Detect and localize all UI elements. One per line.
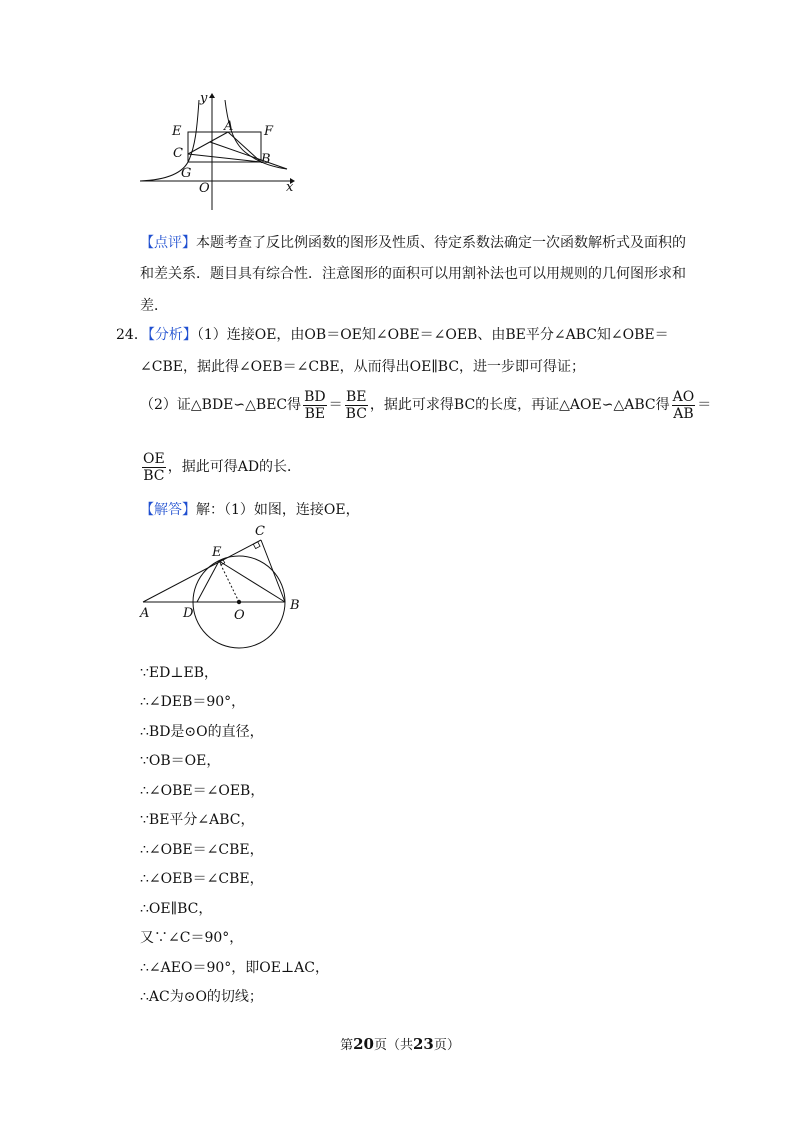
proof-line-12: ∴AC为⊙O的切线； bbox=[140, 989, 263, 1005]
label-f: F bbox=[264, 124, 274, 139]
proof-line-2: ∴∠DEB＝90°， bbox=[140, 694, 246, 710]
figure-circle-tangent bbox=[135, 522, 310, 652]
analysis-part2-mid: ，据此可求得BC的长度，再证△AOE∽△ABC得 bbox=[369, 397, 670, 413]
segment-ab-extended bbox=[210, 142, 287, 169]
line-bc bbox=[261, 540, 285, 602]
label-a: A bbox=[224, 119, 234, 134]
proof-line-3: ∴BD是⊙O的直径， bbox=[140, 724, 264, 740]
fraction-bd-be bbox=[303, 389, 327, 422]
fraction-bd-be-num: BD bbox=[304, 388, 326, 405]
fraction-oe-bc-num: OE bbox=[143, 450, 165, 467]
comment-tag: 【点评】 bbox=[140, 235, 196, 251]
q24-line-1 bbox=[116, 325, 669, 345]
label-o2: O bbox=[234, 608, 245, 623]
label-o: O bbox=[199, 181, 210, 196]
answer-intro: 解：（1）如图，连接OE， bbox=[196, 502, 360, 518]
footer-pre: 第 bbox=[340, 1038, 354, 1053]
footer-post: 页） bbox=[433, 1038, 460, 1053]
fraction-ao-ab-num: AO bbox=[672, 388, 695, 405]
fraction-be-bc-den: BC bbox=[345, 405, 367, 422]
proof-line-5: ∴∠OBE＝∠OEB， bbox=[140, 783, 265, 799]
segment-ab bbox=[228, 132, 261, 162]
right-angle-c bbox=[253, 542, 260, 549]
center-o-dot bbox=[237, 600, 241, 604]
label-c: C bbox=[173, 146, 183, 161]
comment-text-3: 差． bbox=[140, 298, 168, 314]
footer-mid: 页（共 bbox=[373, 1038, 413, 1053]
proof-line-6: ∵BE平分∠ABC， bbox=[140, 812, 255, 828]
label-e2: E bbox=[212, 545, 222, 560]
analysis-tag: 【分析】 bbox=[147, 327, 197, 343]
fraction-oe-bc-den: BC bbox=[143, 467, 165, 484]
footer-total-pages: 23 bbox=[413, 1035, 434, 1053]
line-de bbox=[197, 561, 219, 602]
q24-line-3 bbox=[140, 386, 711, 424]
q24-number: 24． bbox=[116, 327, 148, 343]
page-footer bbox=[0, 1034, 800, 1053]
label-a2: A bbox=[140, 606, 150, 621]
fraction-ao-ab-den: AB bbox=[673, 405, 694, 422]
fraction-bd-be-den: BE bbox=[304, 405, 326, 422]
label-e: E bbox=[172, 124, 182, 139]
analysis-part2-pre: （2）证△BDE∽△BEC得 bbox=[140, 397, 302, 413]
fraction-be-bc-num: BE bbox=[346, 388, 367, 405]
comment-text-2: 和差关系．题目具有综合性．注意图形的面积可以用割补法也可以用规则的几何图形求和 bbox=[140, 266, 686, 282]
fraction-ao-ab bbox=[672, 389, 696, 422]
equals-sign-2: ＝ bbox=[697, 397, 712, 413]
label-y: y bbox=[200, 91, 208, 106]
line-eb bbox=[219, 561, 285, 602]
label-x: x bbox=[286, 180, 294, 195]
y-arrow bbox=[209, 93, 215, 98]
q24-line-4 bbox=[140, 448, 301, 486]
proof-line-7: ∴∠OBE＝∠CBE， bbox=[140, 842, 264, 858]
answer-tag: 【解答】 bbox=[140, 502, 196, 518]
analysis-part2-post: ，据此可得AD的长． bbox=[167, 459, 302, 475]
fraction-be-bc bbox=[345, 389, 368, 422]
label-c2: C bbox=[255, 524, 265, 539]
analysis-part1-line1: （1）连接OE，由OB＝OE知∠OBE＝∠OEB、由BE平分∠ABC知∠OBE＝ bbox=[196, 327, 669, 343]
footer-page-number: 20 bbox=[353, 1035, 374, 1053]
proof-line-4: ∵OB＝OE， bbox=[140, 753, 221, 769]
comment-line-3 bbox=[140, 296, 168, 316]
label-b2: B bbox=[290, 598, 300, 613]
answer-intro-line bbox=[140, 500, 360, 520]
figure-hyperbola bbox=[135, 90, 300, 215]
proof-line-9: ∴OE∥BC， bbox=[140, 901, 213, 917]
label-d2: D bbox=[183, 606, 194, 621]
proof-line-11: ∴∠AEO＝90°，即OE⊥AC， bbox=[140, 960, 329, 976]
proof-line-1: ∵ED⊥EB， bbox=[140, 665, 219, 681]
proof-line-10: 又∵∠C＝90°， bbox=[140, 930, 244, 946]
q24-line-2 bbox=[140, 357, 585, 377]
comment-line-1 bbox=[140, 233, 686, 253]
label-b: B bbox=[261, 152, 271, 167]
equals-sign: ＝ bbox=[328, 397, 343, 413]
comment-text-1: 本题考查了反比例函数的图形及性质、待定系数法确定一次函数解析式及面积的 bbox=[196, 235, 686, 251]
analysis-part1-line2: ∠CBE，据此得∠OEB＝∠CBE，从而得出OE∥BC，进一步即可得证； bbox=[140, 359, 586, 375]
label-g: G bbox=[181, 166, 192, 181]
comment-line-2 bbox=[140, 264, 686, 284]
fraction-oe-bc bbox=[142, 451, 166, 484]
proof-line-8: ∴∠OEB＝∠CBE， bbox=[140, 871, 264, 887]
